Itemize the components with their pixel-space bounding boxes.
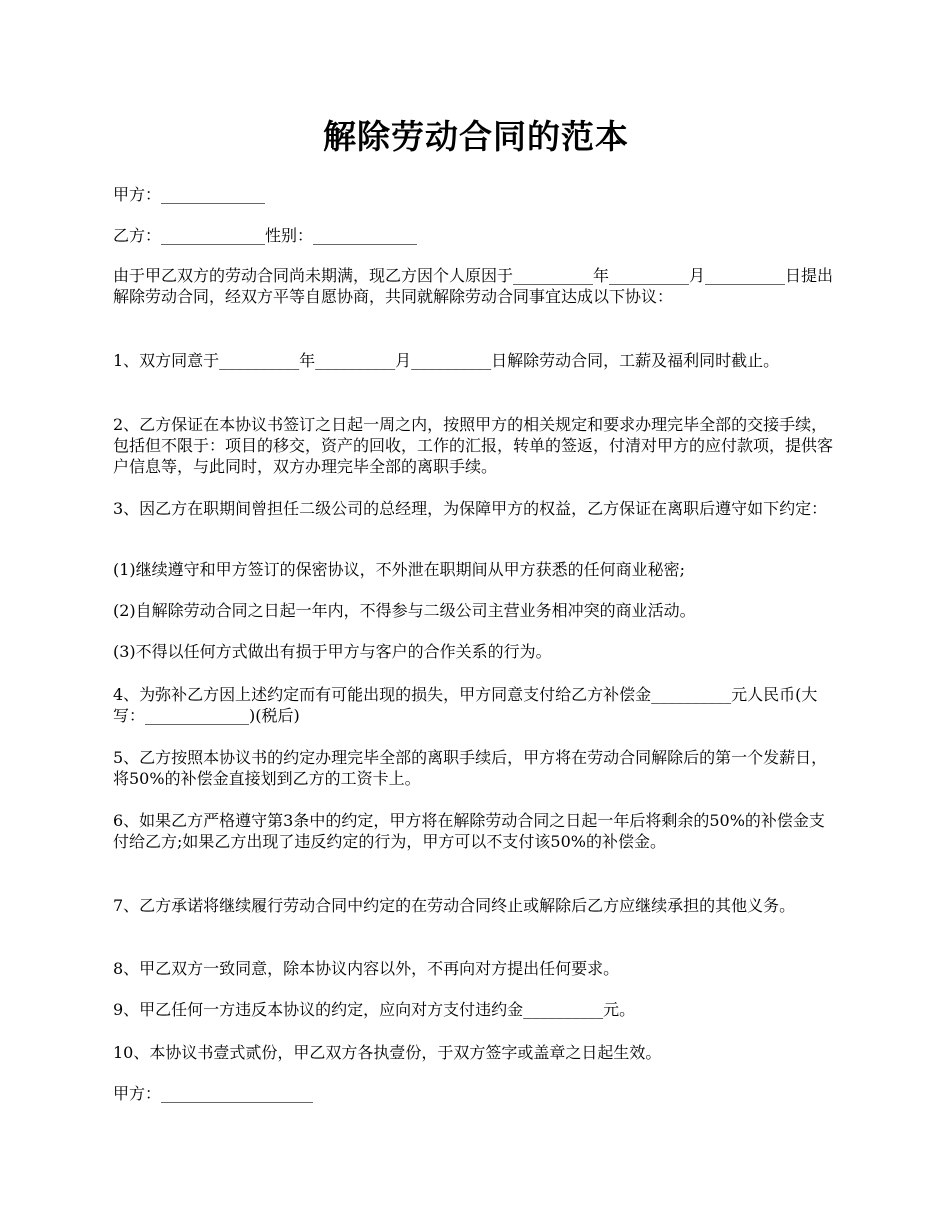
- clause-3-item-3: (3)不得以任何方式做出有损于甲方与客户的合作关系的行为。: [113, 642, 552, 661]
- clause-3: 3、因乙方在职期间曾担任二级公司的总经理，为保障甲方的权益，乙方保证在离职后遵守如下约定：: [113, 499, 828, 518]
- clause-8: 8、甲乙双方一致同意，除本协议内容以外，不再向对方提出任何要求。: [113, 959, 620, 978]
- preamble-paragraph: 由于甲乙双方的劳动合同尚未期满，现乙方因个人原因于__________年__________月__________日提出解除劳动合同，经双方平等自愿协商，共同就解除劳动合同事宜达成以下协议：: [113, 266, 834, 306]
- party-a-signature-line: 甲方：___________________: [113, 1084, 314, 1103]
- clause-9: 9、甲乙任何一方违反本协议的约定，应向对方支付违约金__________元。: [113, 1000, 636, 1019]
- party-a-line: 甲方：_____________: [113, 185, 266, 204]
- clause-7: 7、乙方承诺将继续履行劳动合同中约定的在劳动合同终止或解除后乙方应继续承担的其他义务。: [113, 896, 796, 915]
- document-title: 解除劳动合同的范本: [323, 117, 629, 156]
- clause-3-item-2: (2)自解除劳动合同之日起一年内，不得参与二级公司主营业务相冲突的商业活动。: [113, 601, 696, 620]
- clause-5: 5、乙方按照本协议书的约定办理完毕全部的离职手续后，甲方将在劳动合同解除后的第一个发薪日，将50%的补偿金直接划到乙方的工资卡上。: [113, 748, 828, 788]
- clause-2: 2、乙方保证在本协议书签订之日起一周之内，按照甲方的相关规定和要求办理完毕全部的交接手续，包括但不限于：项目的移交，资产的回收，工作的汇报，转单的签返，付清对甲方的应付款项，提供客户信息等，与此同时，双方办理完毕全部的离职手续。: [113, 415, 834, 476]
- clause-3-item-1: (1)继续遵守和甲方签订的保密协议，不外泄在职期间从甲方获悉的任何商业秘密;: [113, 560, 686, 579]
- clause-4: 4、为弥补乙方因上述约定而有可能出现的损失，甲方同意支付给乙方补偿金__________元人民币(大写：_____________)(税后): [113, 685, 818, 725]
- clause-6: 6、如果乙方严格遵守第3条中的约定，甲方将在解除劳动合同之日起一年后将剩余的50%的补偿金支付给乙方;如果乙方出现了违反约定的行为，甲方可以不支付该50%的补偿金。: [113, 811, 825, 851]
- party-b-line: 乙方：_____________性别：_____________: [113, 226, 418, 245]
- clause-1: 1、双方同意于__________年__________月__________日解除劳动合同，工薪及福利同时截止。: [113, 351, 780, 370]
- clause-10: 10、本协议书壹式贰份，甲乙双方各执壹份，于双方签字或盖章之日起生效。: [113, 1043, 662, 1062]
